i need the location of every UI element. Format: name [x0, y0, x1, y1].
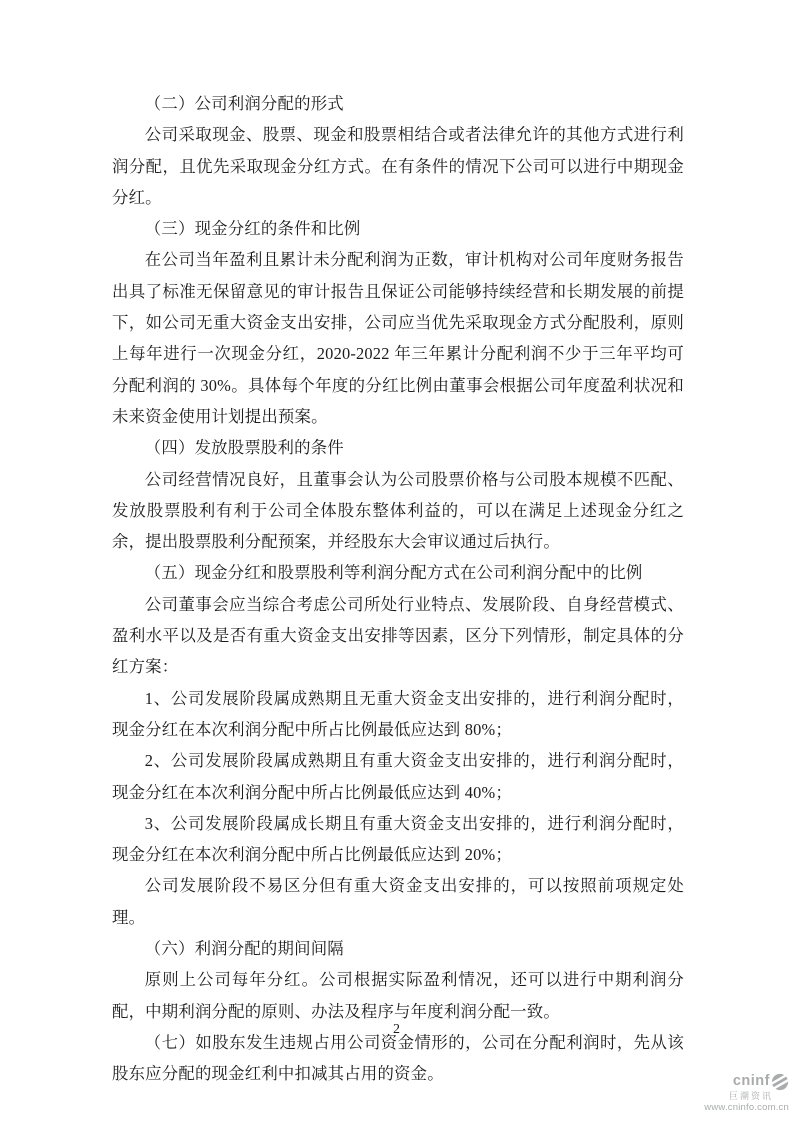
- page-number: 2: [393, 1022, 400, 1037]
- cninfo-watermark: [679, 1073, 789, 1113]
- cninfo-url: www.cninfo.com.cn: [704, 1102, 789, 1114]
- body-paragraph: 公司采取现金、股票、现金和股票相结合或者法律允许的其他方式进行利润分配，且优先采取现金分红方式。在有条件的情况下公司可以进行中期现金分红。: [112, 125, 684, 207]
- body-paragraph: 在公司当年盈利且累计未分配利润为正数，审计机构对公司年度财务报告出具了标准无保留意见的审计报告且保证公司能够持续经营和长期发展的前提下，如公司无重大资金支出安排，公司应当优先采取现金方式分配股利，原则上每年进行一次现金分红，2020-2022 年三年累计分配利润不少于三年平均可分配利润的 30%。具体每个年度的分红比例由董事会根据公司年度盈利状况和未来资金使用计划提出预案。: [112, 250, 684, 426]
- cninfo-brand-text: cninf: [732, 1072, 770, 1089]
- section-heading: （五）现金分红和股票股利等利润分配方式在公司利润分配中的比例: [144, 563, 643, 583]
- cninfo-chinese-name: 巨潮资讯: [728, 1090, 773, 1101]
- cninfo-globe-icon: [771, 1073, 789, 1091]
- body-paragraph: 3、公司发展阶段属成长期且有重大资金支出安排的，进行利润分配时，现金分红在本次利润分配中所占比例最低应达到 20%；: [112, 813, 684, 865]
- section-heading: （二）公司利润分配的形式: [144, 94, 344, 113]
- body-paragraph: 2、公司发展阶段属成熟期且有重大资金支出安排的，进行利润分配时，现金分红在本次利润分配中所占比例最低应达到 40%；: [112, 751, 684, 802]
- body-paragraph: 公司发展阶段不易区分但有重大资金支出安排的，可以按照前项规定处理。: [112, 876, 684, 927]
- section-heading: （四）发放股票股利的条件: [144, 438, 344, 458]
- section-heading: （六）利润分配的期间间隔: [144, 939, 344, 959]
- document-body: [112, 88, 684, 1090]
- body-paragraph: 1、公司发展阶段属成熟期且无重大资金支出安排的，进行利润分配时，现金分红在本次利润分配中所占比例最低应达到 80%；: [112, 688, 684, 739]
- body-paragraph: 公司经营情况良好，且董事会认为公司股票价格与公司股本规模不匹配、发放股票股利有利于公司全体股东整体利益的，可以在满足上述现金分红之余，提出股票股利分配预案，并经股东大会审议通过后执行。: [112, 469, 684, 552]
- body-paragraph: （七）如股东发生违规占用公司资金情形的，公司在分配利润时，先从该股东应分配的现金红利中扣减其占用的资金。: [112, 1032, 684, 1084]
- body-paragraph: 公司董事会应当综合考虑公司所处行业特点、发展阶段、自身经营模式、盈利水平以及是否有重大资金支出安排等因素，区分下列情形，制定具体的分红方案：: [112, 594, 684, 677]
- section-heading: （三）现金分红的条件和比例: [144, 219, 361, 239]
- cninfo-logo: [679, 1073, 789, 1091]
- body-paragraph: 原则上公司每年分红。公司根据实际盈利情况，还可以进行中期利润分配，中期利润分配的原则、办法及程序与年度利润分配一致。: [112, 970, 684, 1021]
